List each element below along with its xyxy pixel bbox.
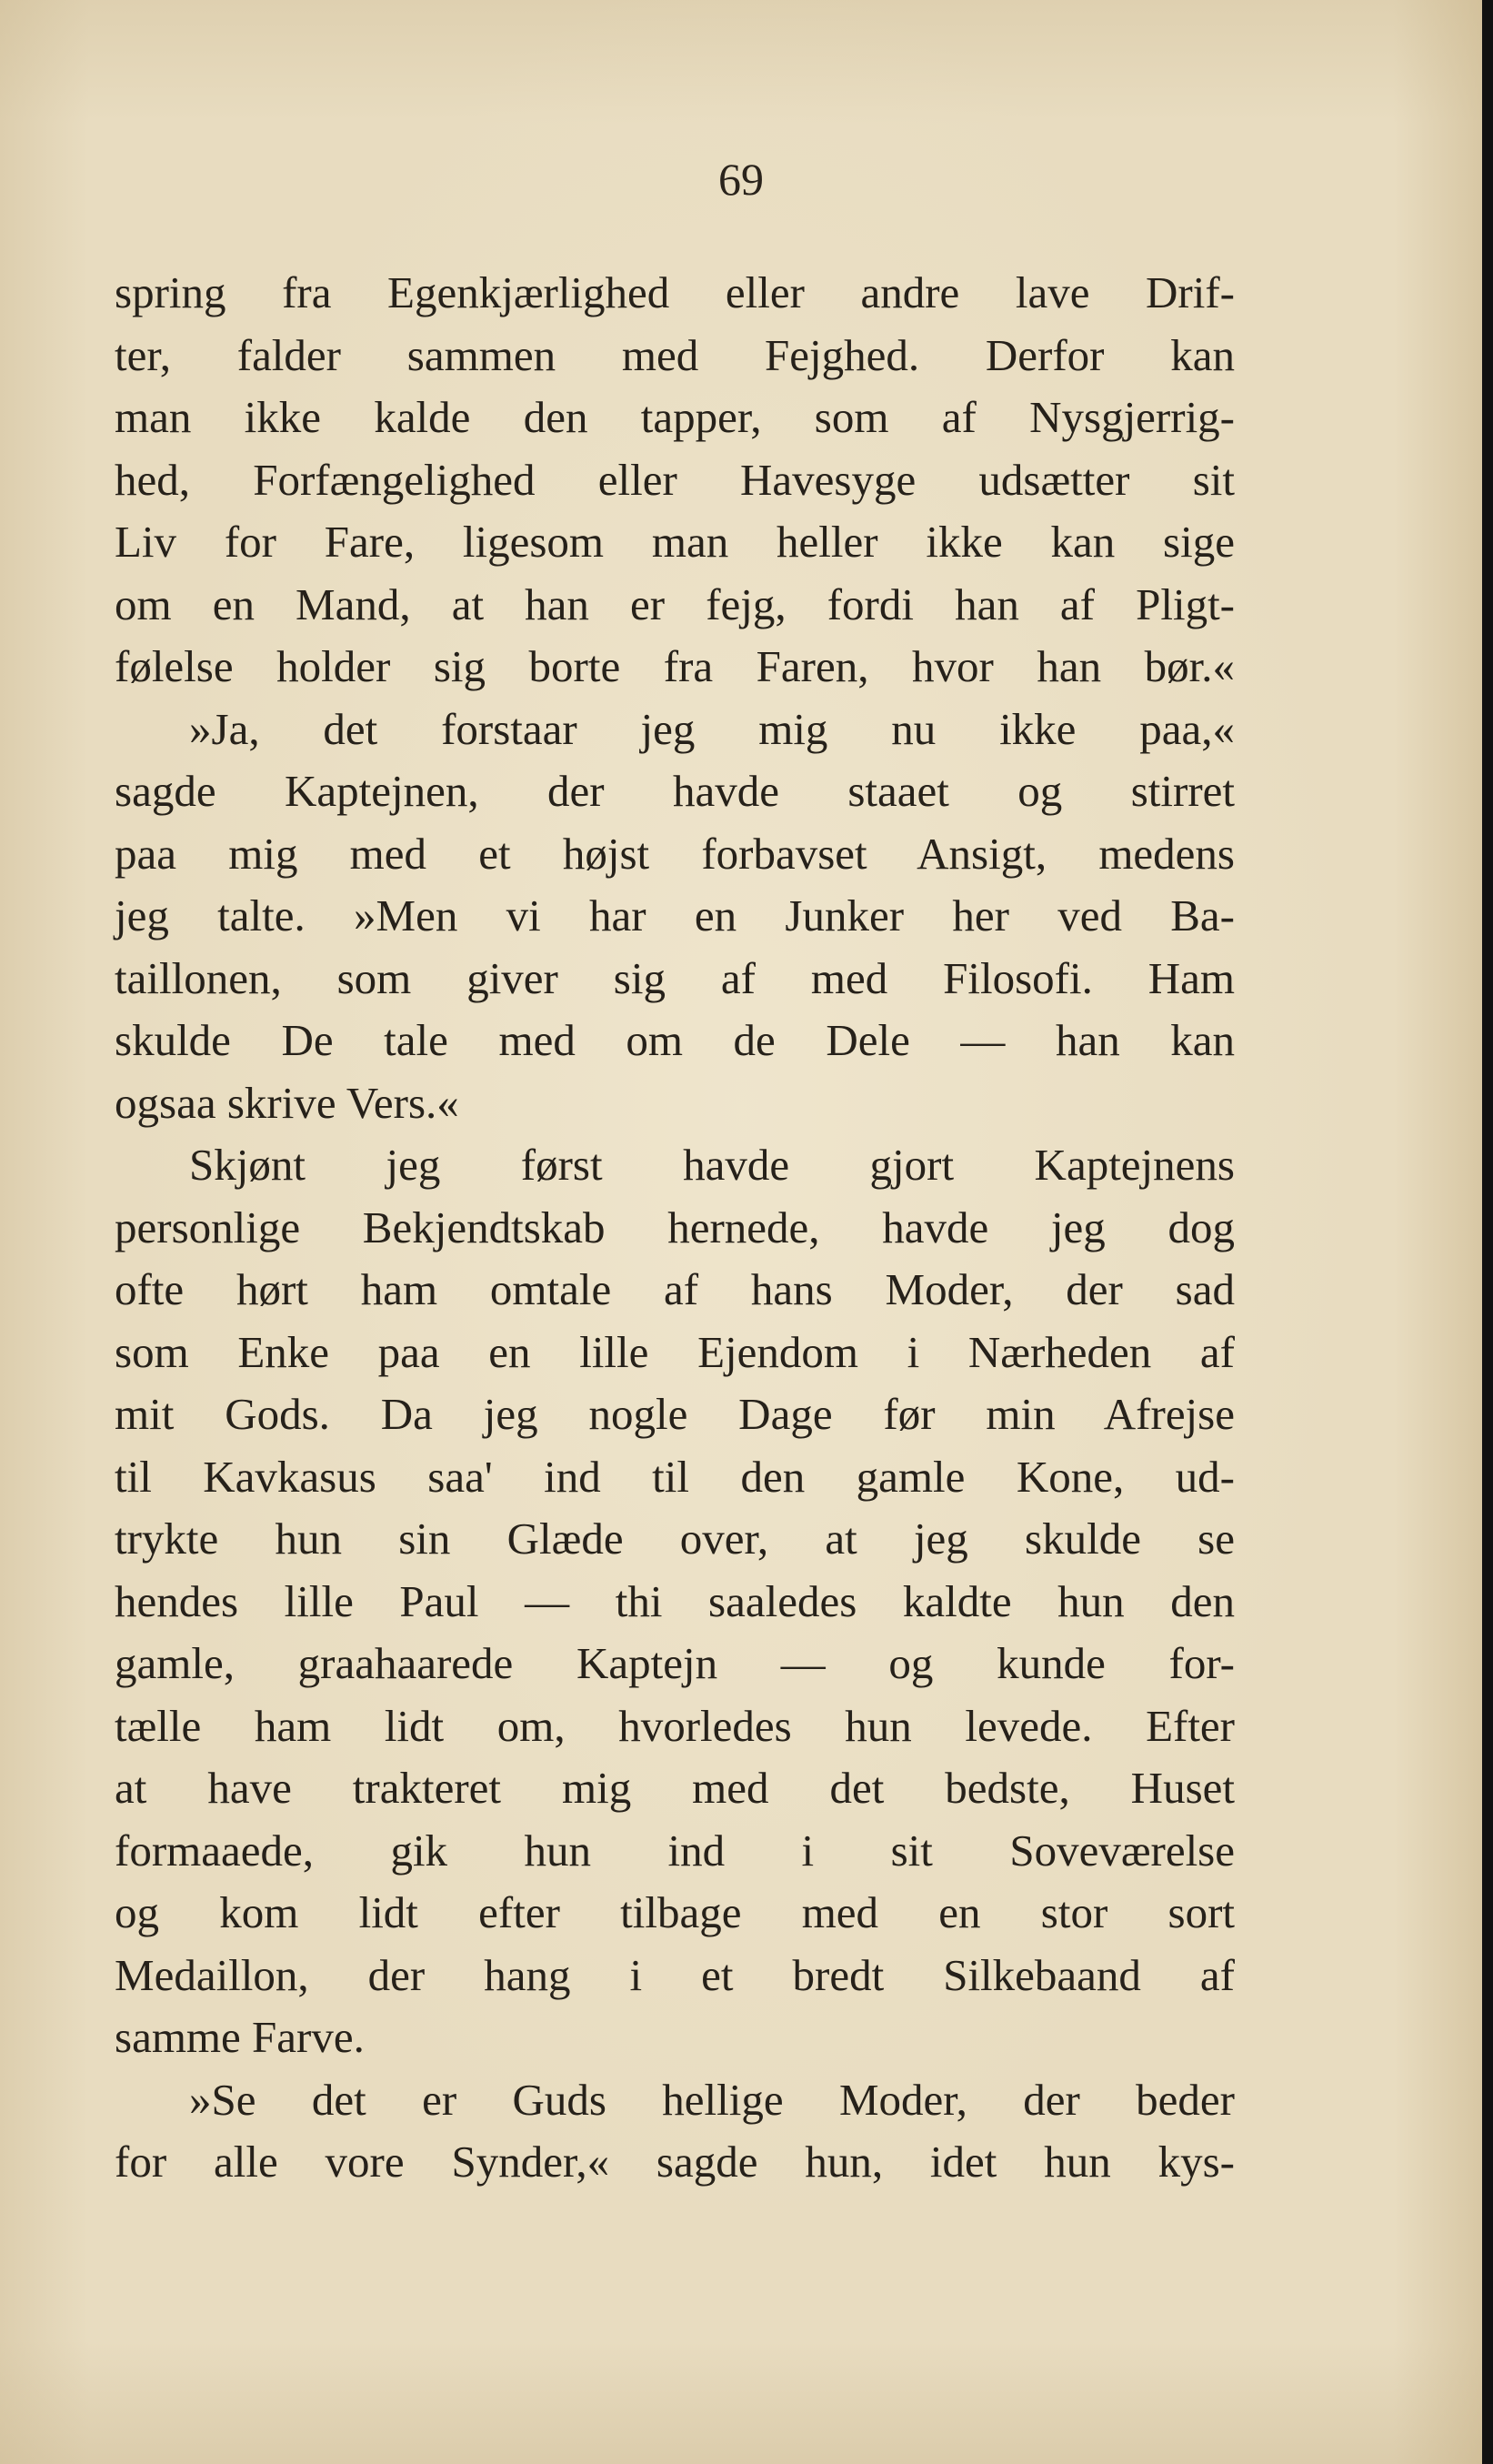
text-line: ofte hørt ham omtale af hans Moder, der sad (115, 1264, 1235, 1314)
text-line: Liv for Fare, ligesom man heller ikke kan sige (115, 517, 1235, 567)
text-line: gamle, graahaarede Kaptejn — og kunde for- (115, 1638, 1235, 1688)
text-line: tælle ham lidt om, hvorledes hun levede. Efter (115, 1700, 1235, 1751)
text-line: jeg talte. »Men vi har en Junker her ved Ba- (115, 890, 1235, 940)
body-text (115, 262, 1235, 2194)
text-line: taillonen, som giver sig af med Filosofi. Ham (115, 952, 1235, 1003)
text-line: skulde De tale med om de Dele — han kan (115, 1015, 1235, 1065)
text-line: hendes lille Paul — thi saaledes kaldte hun den (115, 1575, 1235, 1626)
text-line: følelse holder sig borte fra Faren, hvor han bør.« (115, 641, 1235, 691)
text-line: spring fra Egenkjærlighed eller andre lave Drif- (115, 267, 1235, 317)
text-line: ogsaa skrive Vers.« (115, 1077, 459, 1128)
text-line: trykte hun sin Glæde over, at jeg skulde se (115, 1514, 1235, 1564)
text-line: man ikke kalde den tapper, som af Nysgjerrig- (115, 392, 1235, 442)
text-line: om en Mand, at han er fejg, fordi han af Pligt- (115, 578, 1235, 629)
text-line: sagde Kaptejnen, der havde staaet og stirret (115, 766, 1235, 816)
text-line: mit Gods. Da jeg nogle Dage før min Afrejse (115, 1389, 1235, 1439)
page-number: 69 (718, 154, 764, 205)
text-line: at have trakteret mig med det bedste, Huset (115, 1763, 1235, 1813)
text-line: for alle vore Synder,« sagde hun, idet hun kys- (115, 2137, 1235, 2187)
text-line: samme Farve. (115, 2012, 365, 2062)
text-line: hed, Forfængelighed eller Havesyge udsætter sit (115, 454, 1235, 505)
text-line: paa mig med et højst forbavset Ansigt, medens (115, 828, 1235, 879)
text-line: til Kavkasus saa' ind til den gamle Kone, ud- (115, 1451, 1235, 1502)
text-line: formaaede, gik hun ind i sit Soveværelse (115, 1825, 1235, 1876)
text-line: »Ja, det forstaar jeg mig nu ikke paa,« (189, 703, 1235, 754)
text-line: personlige Bekjendtskab hernede, havde jeg dog (115, 1202, 1235, 1252)
text-line: »Se det er Guds hellige Moder, der beder (189, 2074, 1235, 2125)
text-line: Medaillon, der hang i et bredt Silkebaand af (115, 1949, 1235, 2000)
text-line: som Enke paa en lille Ejendom i Nærheden af (115, 1326, 1235, 1377)
text-line: ter, falder sammen med Fejghed. Derfor kan (115, 329, 1235, 380)
text-line: Skjønt jeg først havde gjort Kaptejnens (189, 1140, 1235, 1190)
scan-edge (1482, 0, 1493, 2464)
text-line: og kom lidt efter tilbage med en stor sort (115, 1887, 1235, 1937)
